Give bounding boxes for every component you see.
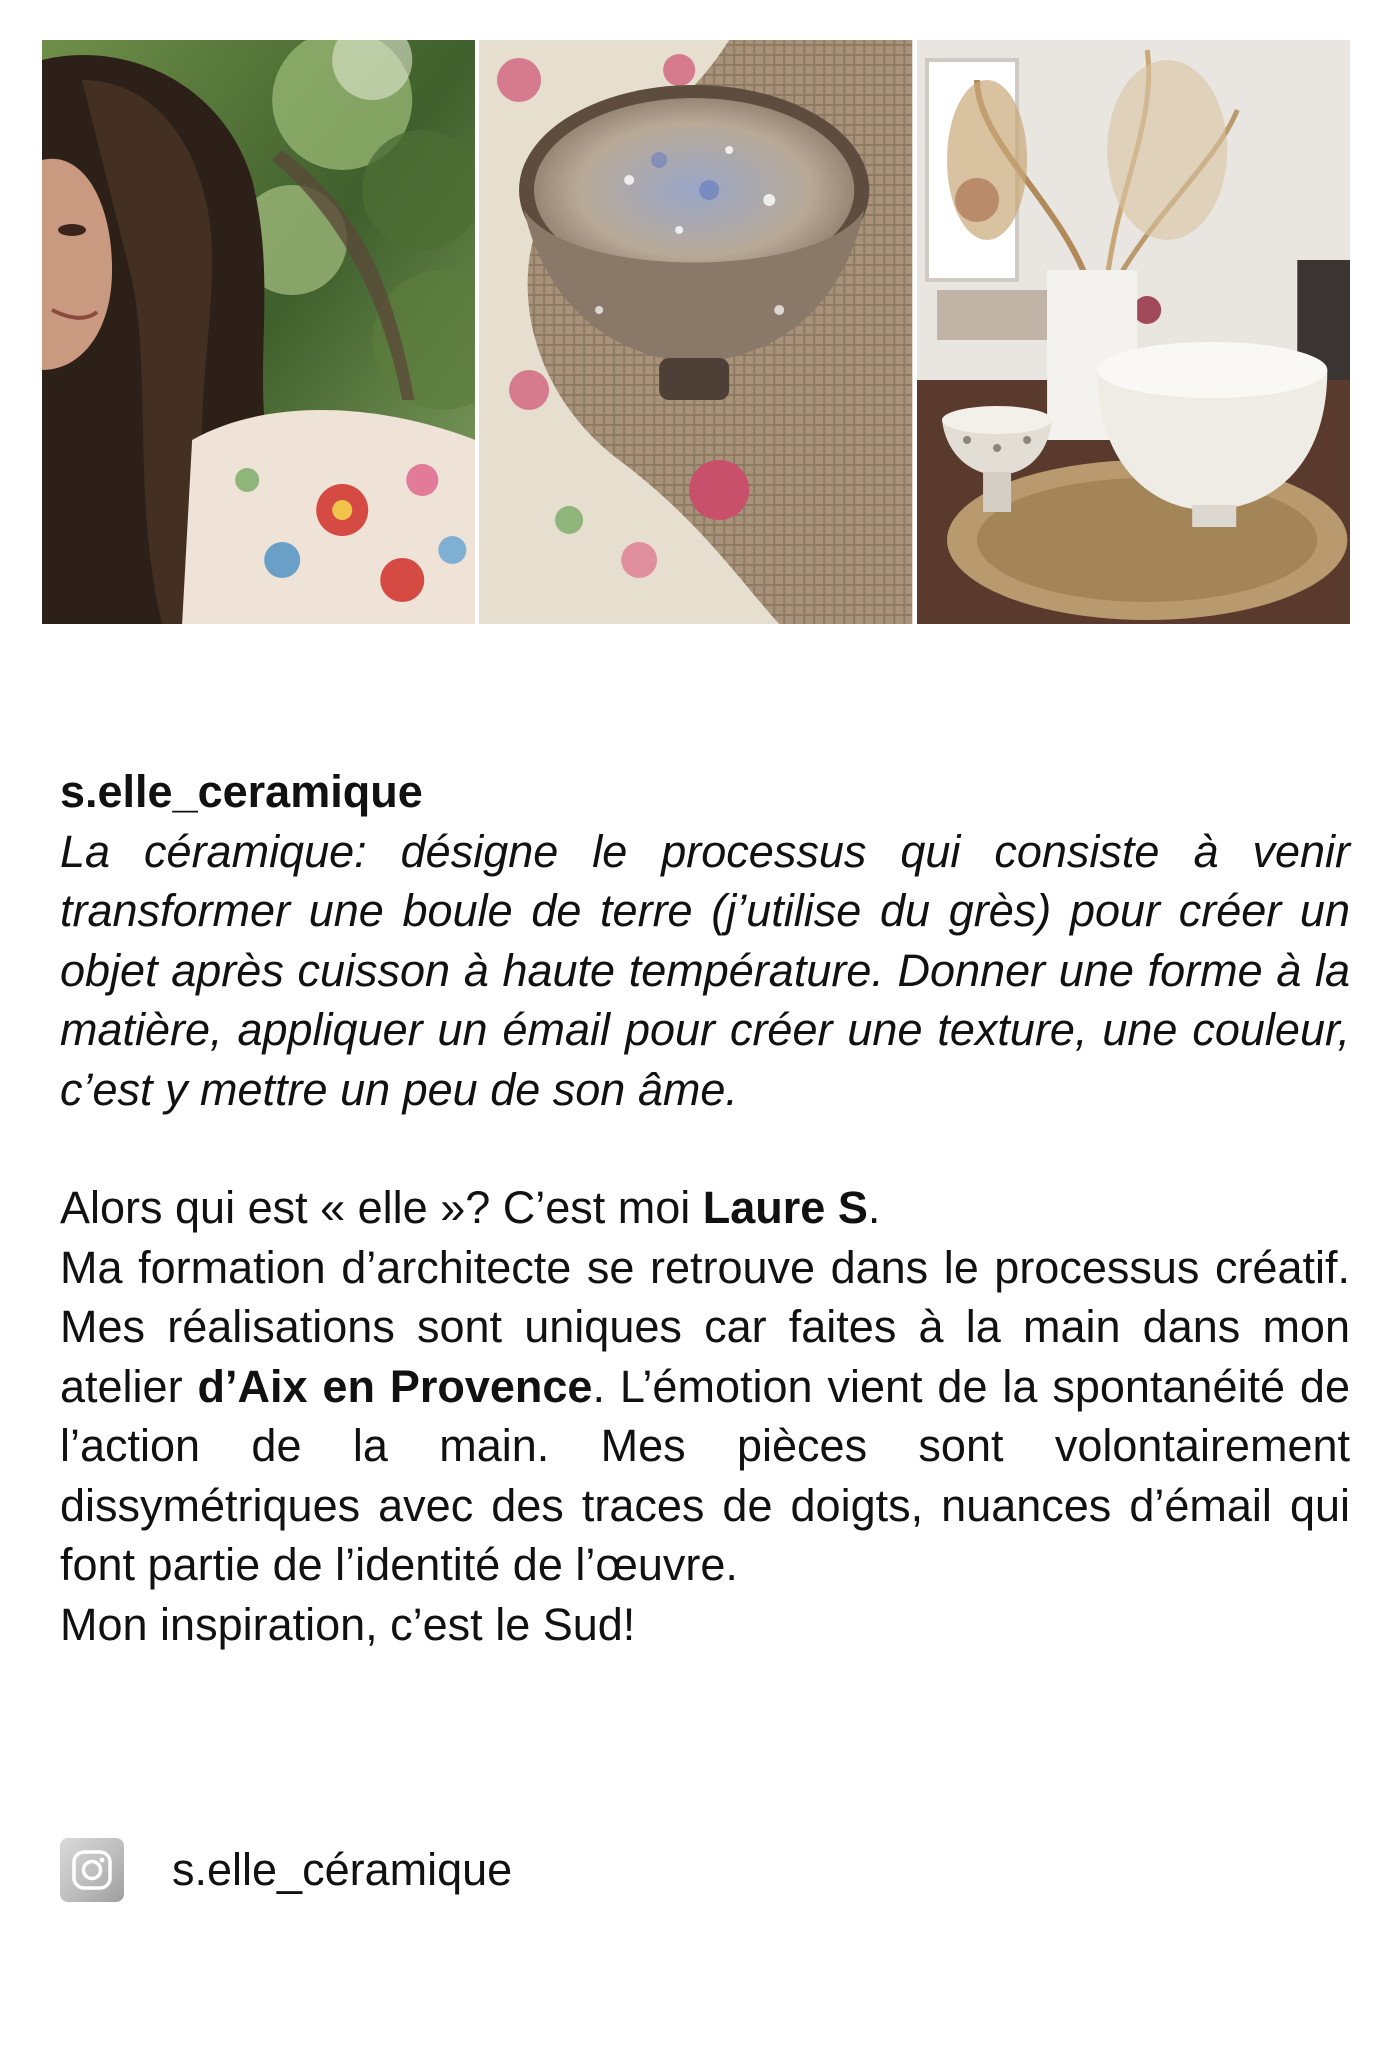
about-intro-prefix: Alors qui est « elle »? C’est moi xyxy=(60,1182,703,1233)
intro-term: La céramique xyxy=(60,825,355,877)
about-intro-line xyxy=(60,1178,1350,1238)
about-closing: Mon inspiration, c’est le Sud! xyxy=(60,1598,636,1650)
about-para-suffix: . L’émotion vient de la spontanéité de l’action de la main. Mes pièces sont volontairement dissymétriques avec des traces de doigts, nuances d’émail qui font partie de l’identité de l’œuvre. xyxy=(60,1360,1350,1590)
about-section xyxy=(60,1178,1350,1654)
white-bowls-photo xyxy=(917,40,1350,624)
bowl-image xyxy=(479,40,912,624)
instagram-handle[interactable]: s.elle_céramique xyxy=(172,1844,513,1895)
about-paragraph xyxy=(60,1238,1350,1595)
speckled-bowl-photo xyxy=(479,40,912,624)
portrait-photo xyxy=(42,40,475,624)
instagram-icon xyxy=(60,1838,124,1902)
instagram-link[interactable] xyxy=(60,1838,512,1902)
atelier-place: d’Aix en Provence xyxy=(197,1360,593,1412)
about-intro-suffix: . xyxy=(867,1182,881,1233)
about-para-prefix: Ma formation d’architecte se retrouve dans le processus créatif. Mes réalisations sont uniques car faites à la main dans mon atelier xyxy=(60,1241,1350,1412)
text-block xyxy=(60,762,1350,1654)
brand-name: s.elle_ceramique xyxy=(60,766,423,817)
artist-name: Laure S xyxy=(702,1182,868,1233)
intro-paragraph xyxy=(60,822,1350,1120)
intro-definition: : désigne le processus qui consiste à venir transformer une boule de terre (j’utilise du grès) pour créer un objet après cuisson à haute température. Donner une forme à la matière, appliquer un émail pour créer une texture, une couleur, c’est y mettre un peu de son âme. xyxy=(60,825,1350,1115)
portrait-image xyxy=(42,40,475,624)
bowls-image xyxy=(917,40,1350,624)
photo-strip xyxy=(42,40,1350,624)
